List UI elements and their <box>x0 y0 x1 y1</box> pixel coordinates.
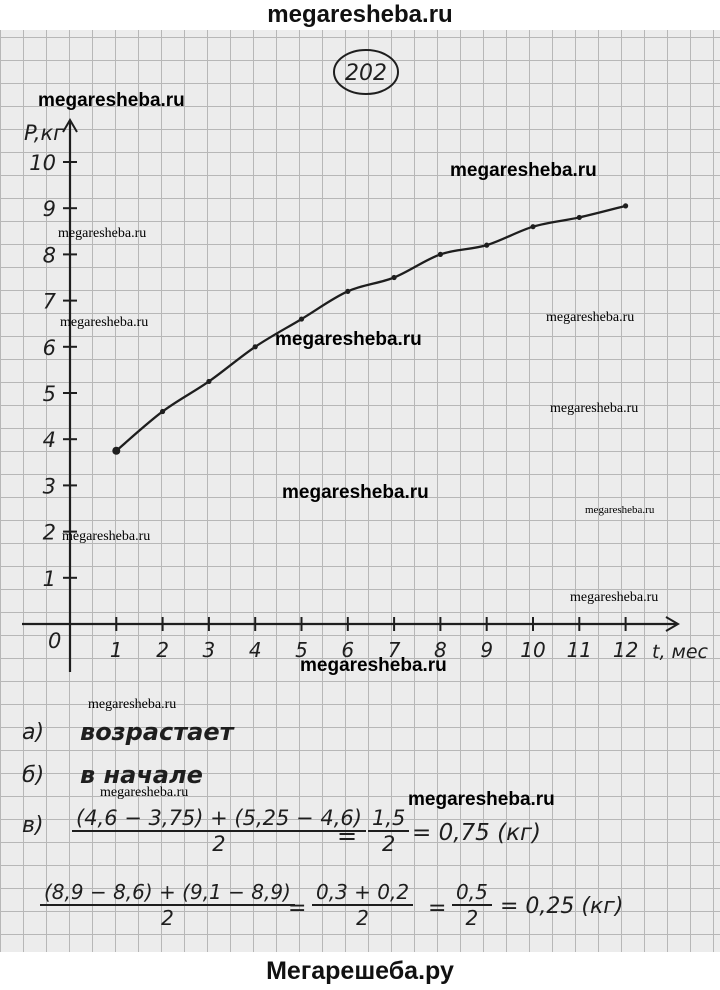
x-tick-label: 2 <box>156 638 169 662</box>
data-point <box>112 447 120 455</box>
watermark: megaresheba.ru <box>58 226 147 241</box>
line2-fraction <box>40 880 295 930</box>
x-tick-label: 8 <box>434 638 447 662</box>
line1-numerator: (4,6 − 3,75) + (5,25 − 4,6) <box>72 806 366 832</box>
x-tick-label: 3 <box>202 638 216 662</box>
answer-b-text: в начале <box>80 761 203 789</box>
x-tick-label: 10 <box>520 638 546 662</box>
data-point <box>577 215 582 220</box>
watermark: megaresheba.ru <box>408 789 555 810</box>
x-tick-label: 4 <box>248 638 262 662</box>
data-point <box>206 379 211 384</box>
data-point <box>392 275 397 280</box>
line2-frac2-num: 0,3 + 0,2 <box>312 880 413 906</box>
watermark: megaresheba.ru <box>570 590 659 605</box>
line2-frac2-den: 2 <box>356 906 369 930</box>
watermark: megaresheba.ru <box>88 697 177 712</box>
site-footer: Мегарешеба.ру <box>0 952 720 990</box>
line1-fraction-2 <box>368 806 409 856</box>
data-point <box>160 409 165 414</box>
line1-result: = 0,75 (кг) <box>412 820 542 846</box>
watermark: megaresheba.ru <box>585 504 655 516</box>
line1-fraction <box>72 806 366 856</box>
y-tick-label: 4 <box>42 428 56 453</box>
line2-frac3-num: 0,5 <box>452 880 492 906</box>
notebook-page <box>0 30 720 952</box>
line2-fraction-2 <box>312 880 413 930</box>
line1-frac2-num: 1,5 <box>368 806 409 832</box>
x-tick-label: 9 <box>480 638 494 662</box>
x-tick-label: 7 <box>387 638 401 662</box>
data-point <box>530 224 535 229</box>
watermark: megaresheba.ru <box>100 785 189 800</box>
answer-a-text: возрастает <box>80 718 234 746</box>
watermark: megaresheba.ru <box>450 160 597 181</box>
watermark: megaresheba.ru <box>300 655 447 676</box>
watermark: megaresheba.ru <box>62 529 151 544</box>
watermark: megaresheba.ru <box>60 315 149 330</box>
x-tick-label: 1 <box>109 638 123 662</box>
data-point <box>484 243 489 248</box>
x-tick-label: 12 <box>612 638 639 662</box>
line2-numerator: (8,9 − 8,6) + (9,1 − 8,9) <box>40 880 295 906</box>
y-tick-label: 6 <box>42 335 56 360</box>
line2-result: = 0,25 (кг) <box>500 894 624 919</box>
line1-frac2-den: 2 <box>382 832 396 856</box>
data-point <box>345 289 350 294</box>
line2-denominator: 2 <box>161 906 174 930</box>
data-point <box>253 344 258 349</box>
line2-fraction-3 <box>452 880 492 930</box>
watermark: megaresheba.ru <box>546 310 635 325</box>
y-tick-label: 8 <box>42 243 56 268</box>
problem-number: 202 <box>345 61 387 86</box>
line1-denominator: 2 <box>212 832 226 856</box>
answer-a-label: а) <box>22 720 45 745</box>
origin-label: 0 <box>48 629 62 653</box>
watermark: megaresheba.ru <box>282 482 429 503</box>
y-tick-label: 2 <box>42 520 56 545</box>
line1-equals: = <box>337 822 358 850</box>
y-tick-label: 1 <box>42 566 56 591</box>
line2-equals-1: = <box>288 896 307 921</box>
y-tick-label: 5 <box>42 382 56 406</box>
watermark: megaresheba.ru <box>275 329 422 350</box>
data-point <box>299 316 304 321</box>
y-tick-label: 9 <box>42 197 56 222</box>
line2-equals-2: = <box>428 896 447 921</box>
watermark: megaresheba.ru <box>550 401 639 416</box>
answer-v-label: в) <box>22 813 44 838</box>
data-point <box>438 252 443 257</box>
watermark: megaresheba.ru <box>38 90 185 111</box>
y-tick-label: 10 <box>29 151 56 175</box>
line2-frac3-den: 2 <box>465 906 479 930</box>
y-axis-label: P,кг <box>24 121 65 145</box>
answer-b-label: б) <box>22 763 45 788</box>
x-tick-label: 11 <box>566 638 593 662</box>
x-axis-label: t, мес <box>652 641 708 663</box>
data-point <box>623 203 628 208</box>
x-tick-label: 5 <box>295 638 308 662</box>
y-tick-label: 7 <box>42 289 56 314</box>
x-tick-label: 6 <box>341 638 355 662</box>
site-header: megaresheba.ru <box>0 0 720 30</box>
y-tick-label: 3 <box>42 474 56 499</box>
